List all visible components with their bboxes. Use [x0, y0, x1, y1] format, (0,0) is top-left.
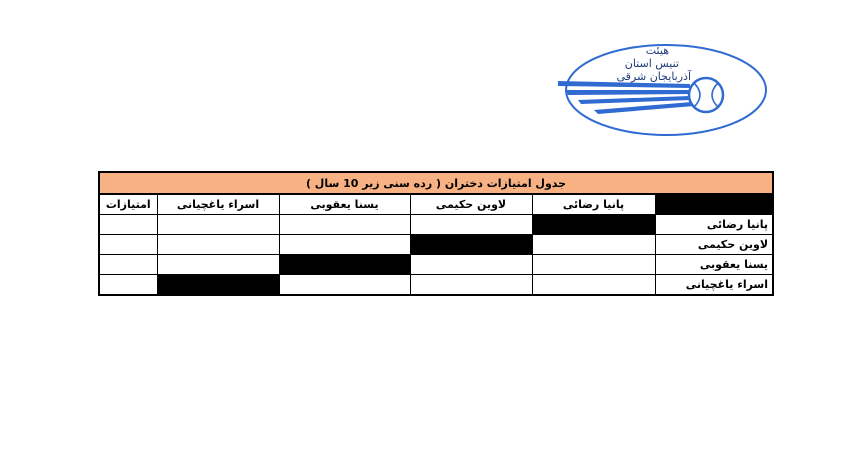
- logo-text-line-2: تنیس استان: [624, 57, 679, 70]
- points-cell: [99, 255, 157, 275]
- result-cell: [410, 215, 532, 235]
- standings-table: [98, 171, 774, 296]
- table-row: [99, 275, 773, 296]
- self-match-cell: [410, 235, 532, 255]
- result-cell: [532, 275, 655, 296]
- points-cell: [99, 235, 157, 255]
- row-player-name: اسراء یاغچیانی: [655, 275, 773, 296]
- result-cell: [532, 255, 655, 275]
- header-corner-cell: [655, 194, 773, 215]
- standings-sheet: [98, 171, 772, 296]
- header-player-2: لاوین حکیمی: [410, 194, 532, 215]
- points-cell: [99, 275, 157, 296]
- result-cell: [279, 275, 410, 296]
- header-player-1: پانیا رضائی: [532, 194, 655, 215]
- result-cell: [279, 235, 410, 255]
- result-cell: [279, 215, 410, 235]
- self-match-cell: [532, 215, 655, 235]
- row-player-name: لاوین حکیمی: [655, 235, 773, 255]
- header-player-4: اسراء یاغچیانی: [157, 194, 279, 215]
- table-title: جدول امتیازات دختران ( رده سنی زیر 10 سال ): [99, 172, 773, 194]
- result-cell: [157, 255, 279, 275]
- points-cell: [99, 215, 157, 235]
- row-player-name: پانیا رضائی: [655, 215, 773, 235]
- header-points: امتیازات: [99, 194, 157, 215]
- table-row: [99, 255, 773, 275]
- self-match-cell: [157, 275, 279, 296]
- result-cell: [410, 275, 532, 296]
- result-cell: [157, 215, 279, 235]
- row-player-name: یسنا یعقوبی: [655, 255, 773, 275]
- table-title-row: [99, 172, 773, 194]
- table-row: [99, 235, 773, 255]
- tennis-board-logo: [556, 40, 771, 140]
- table-row: [99, 215, 773, 235]
- header-player-3: یسنا یعقوبی: [279, 194, 410, 215]
- self-match-cell: [279, 255, 410, 275]
- logo-text-line-3: آذربایجان شرقی: [616, 70, 691, 83]
- result-cell: [532, 235, 655, 255]
- header-row: [99, 194, 773, 215]
- logo-text-line-1: هیئت: [645, 44, 669, 57]
- result-cell: [410, 255, 532, 275]
- result-cell: [157, 235, 279, 255]
